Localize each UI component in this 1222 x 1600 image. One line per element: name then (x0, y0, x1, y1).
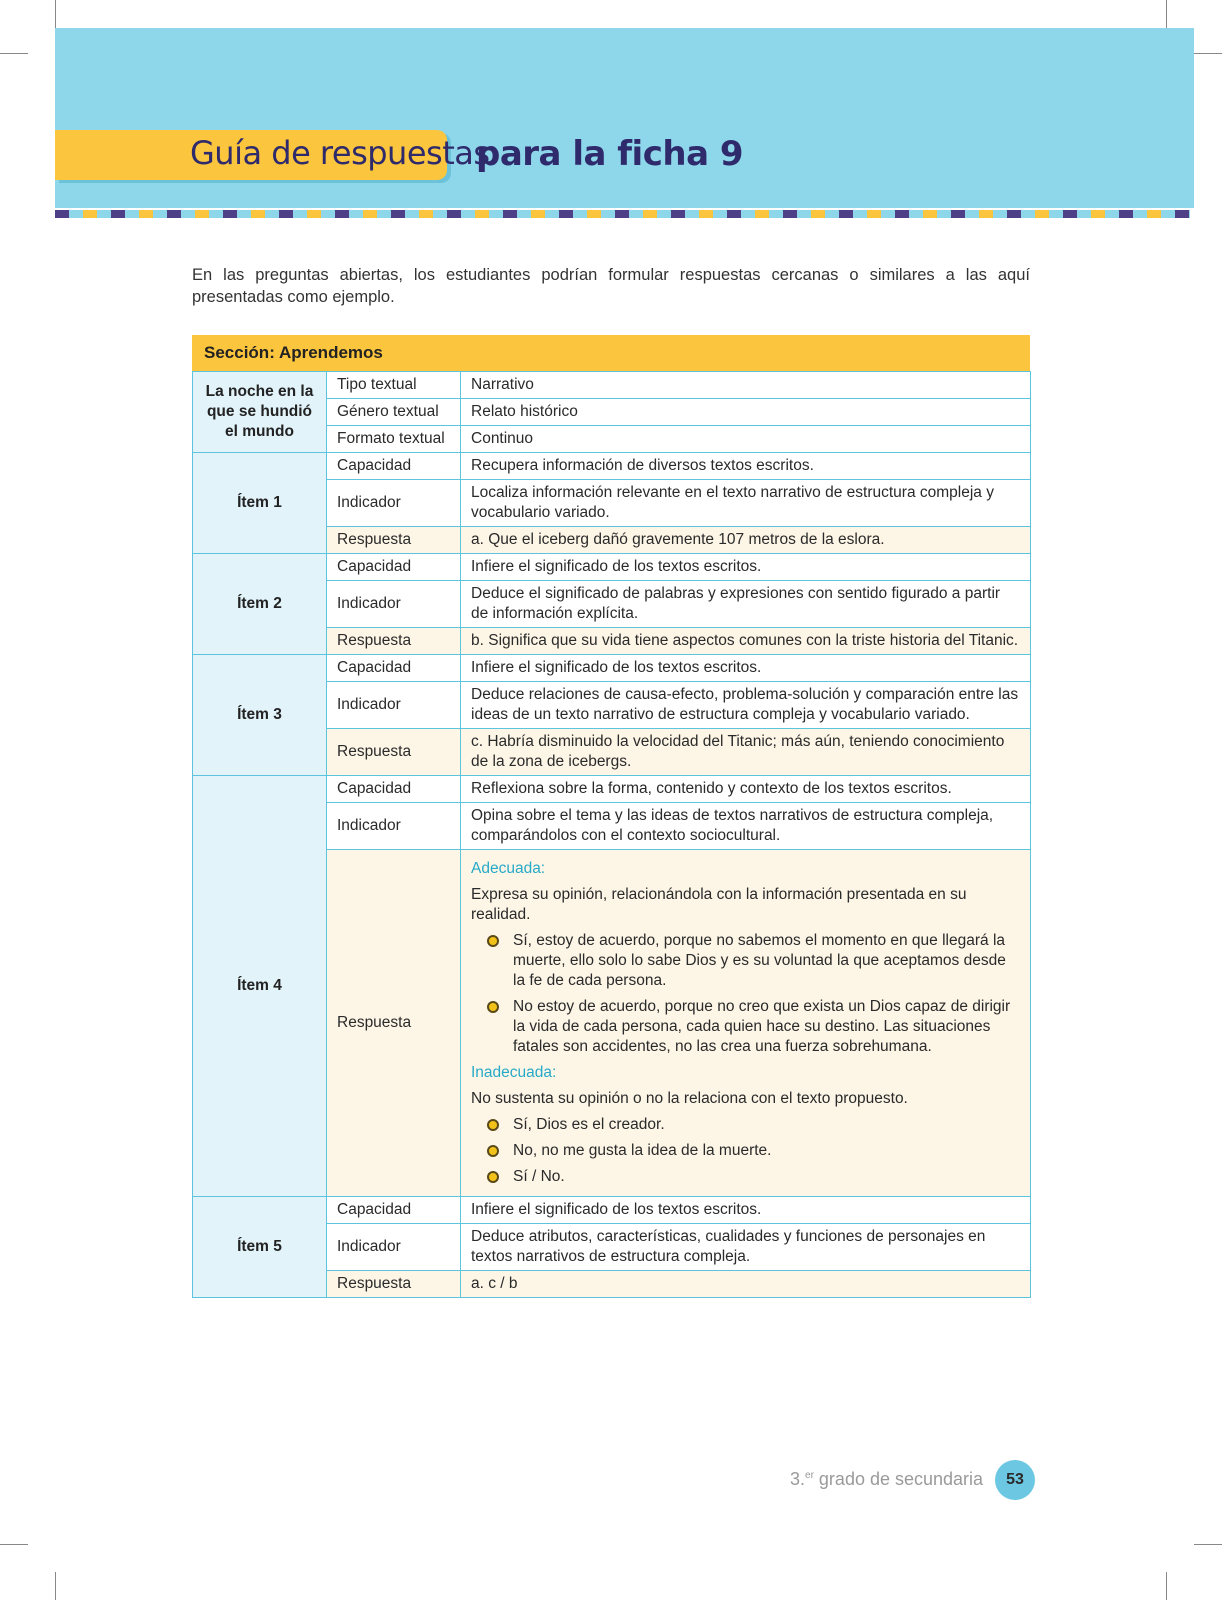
respuesta-cell: a. c / b (461, 1271, 1031, 1298)
item-name-cell: Ítem 2 (193, 554, 327, 655)
label-cell: Respuesta (327, 850, 461, 1197)
indicador-cell: Localiza información relevante en el texto narrativo de estructura compleja y vocabulario variado. (461, 480, 1031, 527)
crop-mark (1194, 1544, 1222, 1545)
label-cell: Indicador (327, 803, 461, 850)
page-number: 53 (995, 1460, 1035, 1500)
table-row (193, 655, 1031, 682)
grade-text: grado de secundaria (813, 1469, 984, 1489)
intro-paragraph: En las preguntas abiertas, los estudiantes podrían formular respuestas cercanas o similares a las aquí presentadas como ejemplo. (192, 266, 1030, 306)
crop-mark (1166, 0, 1167, 28)
label-cell: Respuesta (327, 729, 461, 776)
adecuada-label: Adecuada: (471, 860, 546, 877)
text-title-cell: La noche en la que se hundió el mundo (193, 372, 327, 453)
label-cell: Respuesta (327, 1271, 461, 1298)
respuesta-cell: b. Significa que su vida tiene aspectos comunes con la triste historia del Titanic. (461, 628, 1031, 655)
inadecuada-list (471, 1115, 1020, 1187)
capacidad-cell: Infiere el significado de los textos escritos. (461, 1197, 1031, 1224)
item-name-cell: Ítem 1 (193, 453, 327, 554)
list-item: Sí, Dios es el creador. (513, 1115, 1020, 1135)
grade-number: 3. (790, 1469, 806, 1489)
crop-mark (0, 53, 28, 54)
adecuada-text: Expresa su opinión, relacionándola con la información presentada en su realidad. (471, 886, 967, 923)
label-cell: Respuesta (327, 628, 461, 655)
capacidad-cell: Reflexiona sobre la forma, contenido y contexto de los textos escritos. (461, 776, 1031, 803)
table-row (193, 1197, 1031, 1224)
table-row (193, 453, 1031, 480)
respuesta-cell: c. Habría disminuido la velocidad del Titanic; más aún, teniendo conocimiento de la zona de icebergs. (461, 729, 1031, 776)
respuesta-cell (461, 850, 1031, 1197)
crop-mark (55, 1572, 56, 1600)
value-cell: Relato histórico (461, 399, 1031, 426)
crop-mark (0, 1544, 28, 1545)
indicador-cell: Opina sobre el tema y las ideas de textos narrativos de estructura compleja, comparándolos con el contexto sociocultural. (461, 803, 1031, 850)
answers-table (192, 335, 1030, 1298)
label-cell: Tipo textual (327, 372, 461, 399)
label-cell: Capacidad (327, 776, 461, 803)
inadecuada-text: No sustenta su opinión o no la relaciona con el texto propuesto. (471, 1090, 908, 1107)
list-item: Sí / No. (513, 1167, 1020, 1187)
page-title-right: para la ficha 9 (476, 134, 744, 174)
grade-label (790, 1469, 983, 1490)
list-item: No estoy de acuerdo, porque no creo que exista un Dios capaz de dirigir la vida de cada persona, cada quien hace su destino. Las situaciones fatales son accidentes, no las crea una fuerza sobrehumana. (513, 997, 1020, 1057)
decorative-dash-strip (55, 210, 1190, 218)
table-row (193, 776, 1031, 803)
crop-mark (1166, 1572, 1167, 1600)
label-cell: Respuesta (327, 527, 461, 554)
inadecuada-label: Inadecuada: (471, 1064, 557, 1081)
label-cell: Formato textual (327, 426, 461, 453)
answers-grid (192, 371, 1031, 1298)
label-cell: Indicador (327, 682, 461, 729)
value-cell: Continuo (461, 426, 1031, 453)
label-cell: Género textual (327, 399, 461, 426)
label-cell: Indicador (327, 581, 461, 628)
indicador-cell: Deduce relaciones de causa-efecto, problema-solución y comparación entre las ideas de un texto narrativo de estructura compleja y vocabulario variado. (461, 682, 1031, 729)
item-name-cell: Ítem 3 (193, 655, 327, 776)
value-cell: Narrativo (461, 372, 1031, 399)
grade-suffix: er (805, 1470, 814, 1481)
page-title-left: Guía de respuestas (190, 134, 490, 172)
adecuada-list (471, 931, 1020, 1057)
list-item: Sí, estoy de acuerdo, porque no sabemos el momento en que llegará la muerte, ello solo lo sabe Dios y es su voluntad la que aceptamos desde la fe de cada persona. (513, 931, 1020, 991)
capacidad-cell: Infiere el significado de los textos escritos. (461, 554, 1031, 581)
item-name-cell: Ítem 5 (193, 1197, 327, 1298)
label-cell: Capacidad (327, 554, 461, 581)
crop-mark (55, 0, 56, 28)
label-cell: Indicador (327, 1224, 461, 1271)
label-cell: Indicador (327, 480, 461, 527)
capacidad-cell: Infiere el significado de los textos escritos. (461, 655, 1031, 682)
item-name-cell: Ítem 4 (193, 776, 327, 1197)
table-row (193, 372, 1031, 399)
section-title: Sección: Aprendemos (192, 335, 1030, 371)
label-cell: Capacidad (327, 453, 461, 480)
indicador-cell: Deduce el significado de palabras y expresiones con sentido figurado a partir de información explícita. (461, 581, 1031, 628)
list-item: No, no me gusta la idea de la muerte. (513, 1141, 1020, 1161)
table-row (193, 554, 1031, 581)
label-cell: Capacidad (327, 655, 461, 682)
crop-mark (1194, 53, 1222, 54)
label-cell: Capacidad (327, 1197, 461, 1224)
indicador-cell: Deduce atributos, características, cualidades y funciones de personajes en textos narrativos de estructura compleja. (461, 1224, 1031, 1271)
respuesta-cell: a. Que el iceberg dañó gravemente 107 metros de la eslora. (461, 527, 1031, 554)
capacidad-cell: Recupera información de diversos textos escritos. (461, 453, 1031, 480)
